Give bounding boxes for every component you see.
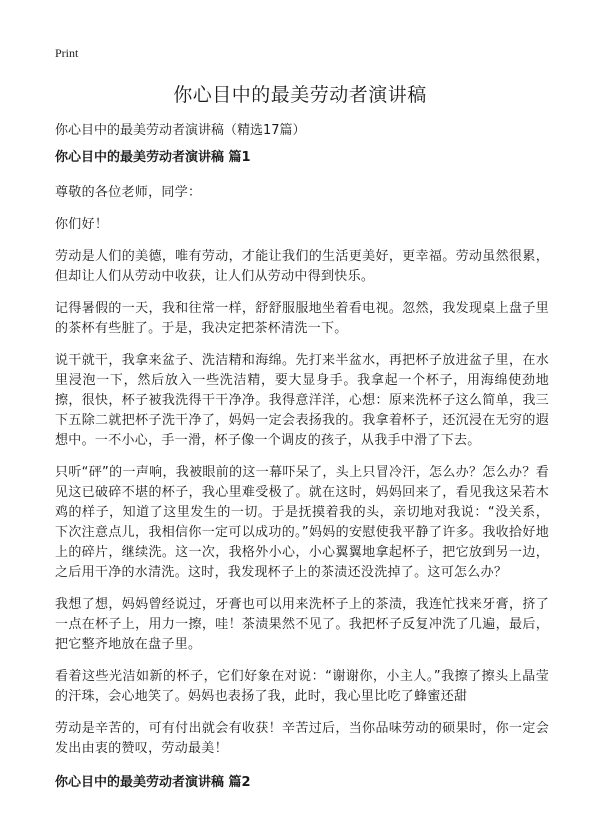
- body-paragraph: 劳动是辛苦的，可有付出就会有收获！辛苦过后，当你品味劳动的硕果时，你一定会发出由衷的赞叹，劳动最美！: [55, 721, 549, 756]
- section-heading-2: 你心目中的最美劳动者演讲稿 篇2: [55, 775, 251, 790]
- print-link[interactable]: Print: [55, 46, 79, 60]
- hello-paragraph: 你们好！: [55, 217, 109, 232]
- greeting-paragraph: 尊敬的各位老师，同学：: [55, 185, 202, 200]
- section-heading-1: 你心目中的最美劳动者演讲稿 篇1: [55, 150, 251, 165]
- body-paragraph: 说干就干，我拿来盆子、洗洁精和海绵。先打来半盆水，再把杯子放进盆子里，在水里浸泡一下，然后放入一些洗洁精，要大显身手。我拿起一个杯子，用海绵使劲地擦，很快，杯子被我洗得干干净净。我得意洋洋，心想：原来洗杯子这么简单，我三下五除二就把杯子洗干净了，妈妈一定会表扬我的。我拿着杯子，还沉浸在无穷的遐想中。一不小心，手一滑，杯子像一个调皮的孩子，从我手中滑了下去。: [55, 353, 549, 448]
- body-paragraph: 只听“砰”的一声响，我被眼前的这一幕吓呆了，头上只冒冷汗，怎么办？怎么办？看见这已破碎不堪的杯子，我心里难受极了。就在这时，妈妈回来了，看见我这呆若木鸡的样子，知道了这里发生的一切。于是抚摸着我的头，亲切地对我说：“没关系，下次注意点儿，我相信你一定可以成功的。”妈妈的安慰使我平静了许多。我收拾好地上的碎片，继续洗。这一次，我格外小心，小心翼翼地拿起杯子，把它放到另一边，之后用干净的水清洗。这时，我发现杯子上的茶渍还没洗掉了。这可怎么办？: [55, 465, 549, 580]
- body-paragraph: 记得暑假的一天，我和往常一样，舒舒服服地坐着看电视。忽然，我发现桌上盘子里的茶杯有些脏了。于是，我决定把茶杯清洗一下。: [55, 301, 549, 336]
- body-paragraph: 看着这些光洁如新的杯子，它们好象在对说：“谢谢你，小主人。”我擦了擦头上晶莹的汗珠，会心地笑了。妈妈也表扬了我，此时，我心里比吃了蜂蜜还甜: [55, 669, 549, 704]
- page-title: 你心目中的最美劳动者演讲稿: [173, 84, 427, 106]
- document-body: [55, 148, 549, 808]
- document-subtitle: 你心目中的最美劳动者演讲稿（精选17篇）: [55, 123, 306, 138]
- body-paragraph: 劳动是人们的美德，唯有劳动，才能让我们的生活更美好，更幸福。劳动虽然很累，但却让人们从劳动中收获，让人们从劳动中得到快乐。: [55, 249, 549, 284]
- body-paragraph: 我想了想，妈妈曾经说过，牙膏也可以用来洗杯子上的茶渍，我连忙找来牙膏，挤了一点在杯子上，用力一擦，哇！茶渍果然不见了。我把杯子反复冲洗了几遍，最后，把它整齐地放在盘子里。: [55, 597, 549, 652]
